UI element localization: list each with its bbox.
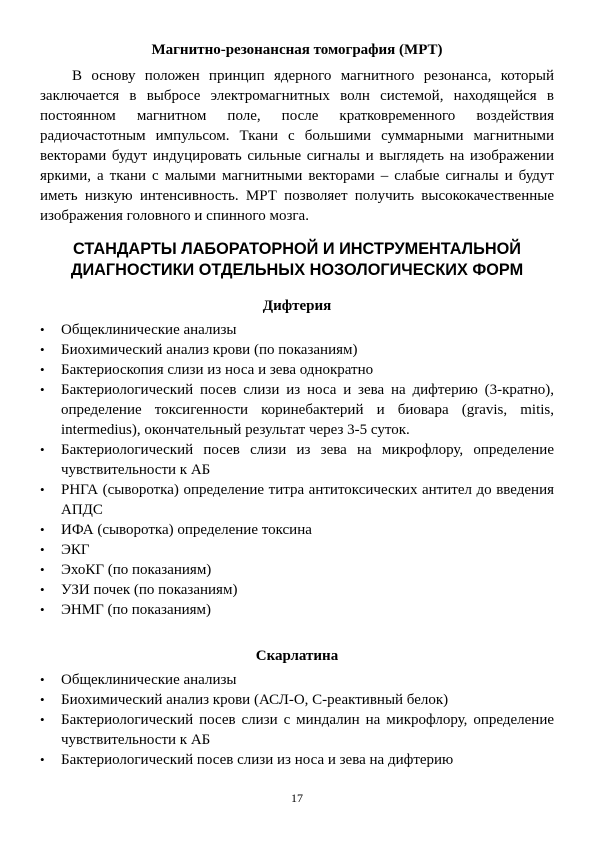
bullet-icon: • [40, 542, 45, 557]
list-item [40, 690, 554, 710]
bullet-icon: • [40, 322, 45, 337]
list-item-text: Бактериологический посев слизи из зева на микрофлору, определение чувствительности к АБ [61, 442, 554, 478]
list-item [40, 360, 554, 380]
diphtheria-heading: Дифтерия [262, 298, 332, 314]
section-spacer [40, 620, 554, 640]
bullet-icon: • [40, 522, 45, 537]
list-item [40, 670, 554, 690]
scarlet-fever-list [40, 670, 554, 770]
list-item [40, 560, 554, 580]
page-number: 17 [291, 791, 303, 805]
bullet-icon: • [40, 362, 45, 377]
bullet-icon: • [40, 602, 45, 617]
list-item-text: ЭНМГ (по показаниям) [61, 602, 212, 618]
list-item [40, 580, 554, 600]
bullet-icon: • [40, 562, 45, 577]
list-item-text: УЗИ почек (по показаниям) [61, 582, 238, 598]
list-item-text: Бактериологический посев слизи из носа и зева на дифтерию (3-кратно), определение токсигенности коринебактерий и биовара (gravis, mitis, intermedius), окончательный результат через 3-5 суток. [61, 382, 554, 438]
list-item-text: Общеклинические анализы [61, 322, 237, 338]
bullet-icon: • [40, 482, 45, 497]
standards-heading-line-2: ДИАГНОСТИКИ ОТДЕЛЬНЫХ НОЗОЛОГИЧЕСКИХ ФОРМ [70, 261, 524, 279]
list-item-text: Общеклинические анализы [61, 672, 237, 688]
list-item [40, 340, 554, 360]
bullet-icon: • [40, 752, 45, 767]
list-item-text: ИФА (сыворотка) определение токсина [61, 522, 312, 538]
list-item-text: ЭКГ [61, 542, 90, 558]
list-item-text: Бактериоскопия слизи из носа и зева однократно [61, 362, 374, 378]
list-item [40, 320, 554, 340]
list-item-text: ЭхоКГ (по показаниям) [61, 562, 212, 578]
list-item [40, 600, 554, 620]
bullet-icon: • [40, 382, 45, 397]
bullet-icon: • [40, 342, 45, 357]
list-item [40, 750, 554, 770]
list-item [40, 540, 554, 560]
list-item [40, 380, 554, 440]
standards-heading-line-1: СТАНДАРТЫ ЛАБОРАТОРНОЙ И ИНСТРУМЕНТАЛЬНОЙ [73, 240, 521, 258]
list-item [40, 480, 554, 520]
mrt-heading: Магнитно-резонансная томография (МРТ) [151, 42, 443, 58]
list-item-text: Биохимический анализ крови (АСЛ-О, С-реактивный белок) [61, 692, 449, 708]
diphtheria-list [40, 320, 554, 620]
bullet-icon: • [40, 582, 45, 597]
list-item [40, 520, 554, 540]
list-item [40, 440, 554, 480]
list-item-text: Биохимический анализ крови (по показаниям) [61, 342, 358, 358]
bullet-icon: • [40, 692, 45, 707]
list-item-text: РНГА (сыворотка) определение титра антитоксических антител до введения АПДС [61, 482, 554, 518]
standards-heading [40, 239, 554, 281]
bullet-icon: • [40, 442, 45, 457]
list-item [40, 710, 554, 750]
bullet-icon: • [40, 712, 45, 727]
list-item-text: Бактериологический посев слизи из носа и зева на дифтерию [61, 752, 454, 768]
list-item-text: Бактериологический посев слизи с миндалин на микрофлору, определение чувствительности к АБ [61, 712, 554, 748]
bullet-icon: • [40, 672, 45, 687]
mrt-paragraph: В основу положен принцип ядерного магнитного резонанса, который заключается в выбросе электромагнитных волн системой, находящейся в постоянном магнитном поле, после кратковременного воздействия радиочастотным импульсом. Ткани с большими суммарными магнитными векторами будут индуцировать сильные сигналы и выглядеть на изображении яркими, а ткани с малыми магнитными векторами – слабые сигналы и будут иметь низкую интенсивность. МРТ позволяет получить высококачественные изображения головного и спинного мозга. [40, 68, 554, 224]
scarlet-fever-heading: Скарлатина [255, 648, 339, 664]
document-page [40, 40, 554, 770]
